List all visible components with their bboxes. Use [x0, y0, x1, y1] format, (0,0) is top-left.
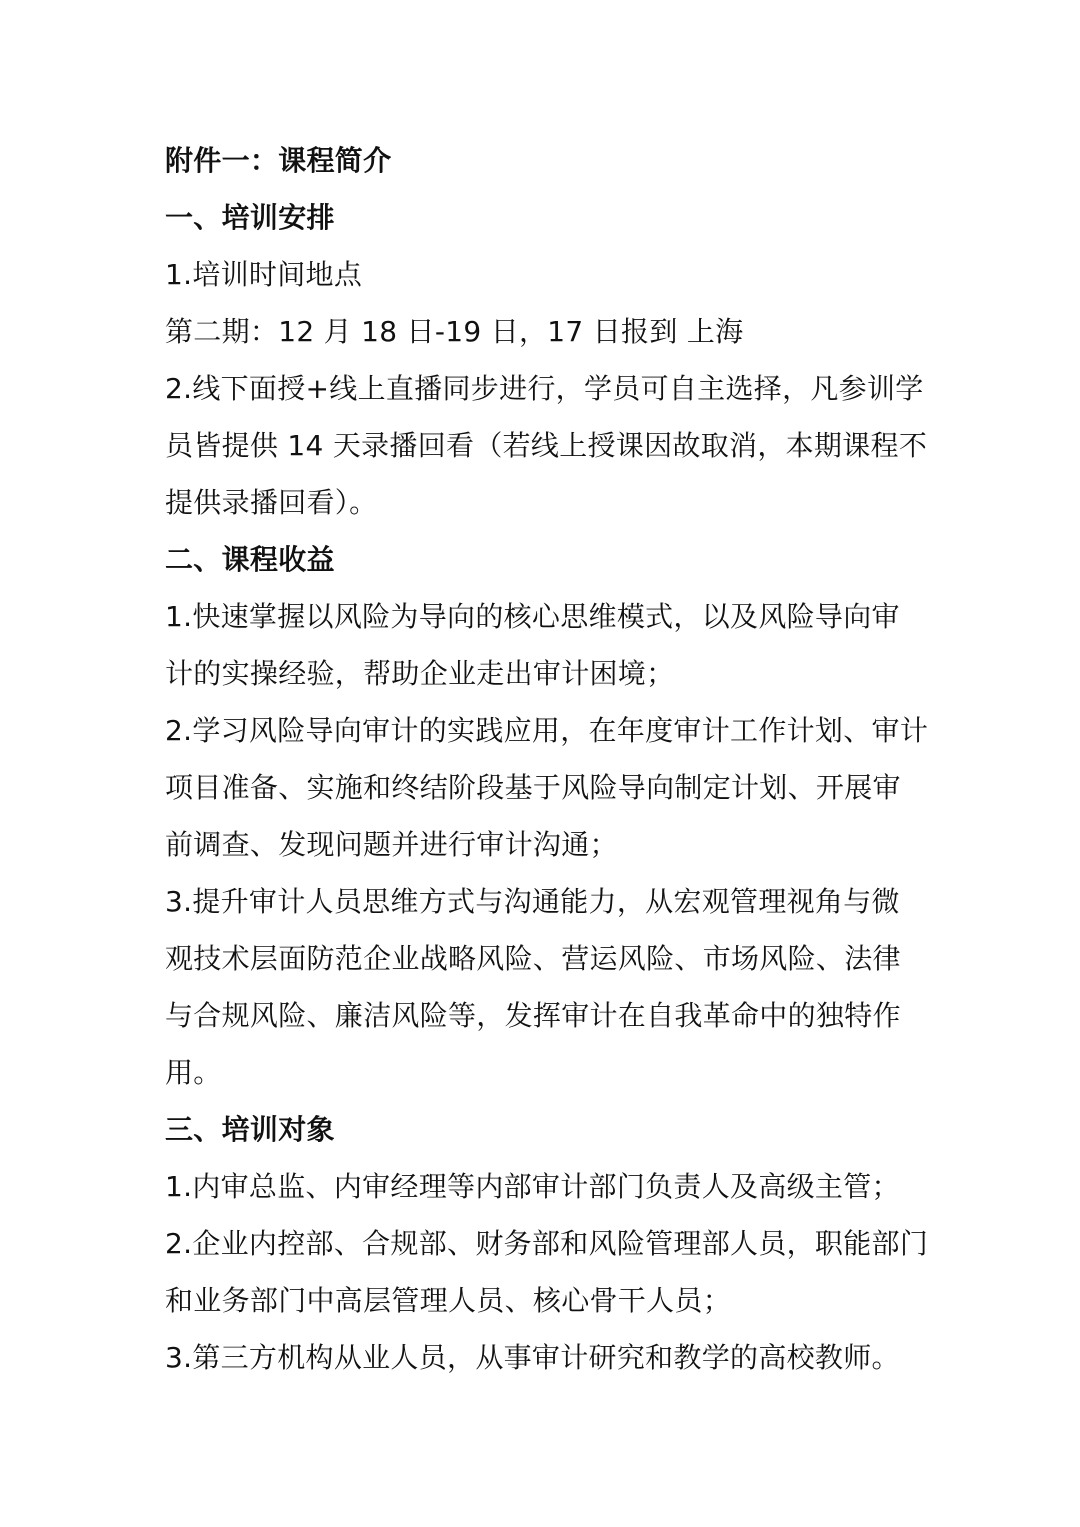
paragraph-line: 第二期：12 月 18 日-19 日，17 日报到 上海 [165, 315, 744, 348]
section-heading-benefits: 二、课程收益 [165, 543, 335, 576]
paragraph-line: 2.学习风险导向审计的实践应用，在年度审计工作计划、审计 [165, 714, 929, 747]
paragraph-line: 项目准备、实施和终结阶段基于风险导向制定计划、开展审 [165, 771, 901, 804]
paragraph-line: 2.企业内控部、合规部、财务部和风险管理部人员，职能部门 [165, 1227, 929, 1260]
paragraph-line: 与合规风险、廉洁风险等，发挥审计在自我革命中的独特作 [165, 999, 901, 1032]
paragraph-line: 2.线下面授+线上直播同步进行，学员可自主选择，凡参训学 [165, 372, 924, 405]
paragraph-line: 用。 [165, 1056, 222, 1089]
paragraph-line: 前调查、发现问题并进行审计沟通； [165, 828, 618, 861]
paragraph-line: 提供录播回看）。 [165, 486, 378, 519]
paragraph-line: 计的实操经验，帮助企业走出审计困境； [165, 657, 675, 690]
section-heading-arrangement: 一、培训安排 [165, 201, 335, 234]
paragraph-line: 3.第三方机构从业人员，从事审计研究和教学的高校教师。 [165, 1341, 900, 1374]
paragraph-line: 1.培训时间地点 [165, 258, 363, 291]
paragraph-line: 观技术层面防范企业战略风险、营运风险、市场风险、法律 [165, 942, 901, 975]
paragraph-line: 1.快速掌握以风险为导向的核心思维模式，以及风险导向审 [165, 600, 900, 633]
document-body [165, 132, 929, 1386]
section-heading-audience: 三、培训对象 [165, 1113, 335, 1146]
paragraph-line: 员皆提供 14 天录播回看（若线上授课因故取消，本期课程不 [165, 429, 928, 462]
paragraph-line: 3.提升审计人员思维方式与沟通能力，从宏观管理视角与微 [165, 885, 900, 918]
paragraph-line: 1.内审总监、内审经理等内部审计部门负责人及高级主管； [165, 1170, 900, 1203]
document-title: 附件一：课程简介 [165, 144, 392, 177]
paragraph-line: 和业务部门中高层管理人员、核心骨干人员； [165, 1284, 732, 1317]
